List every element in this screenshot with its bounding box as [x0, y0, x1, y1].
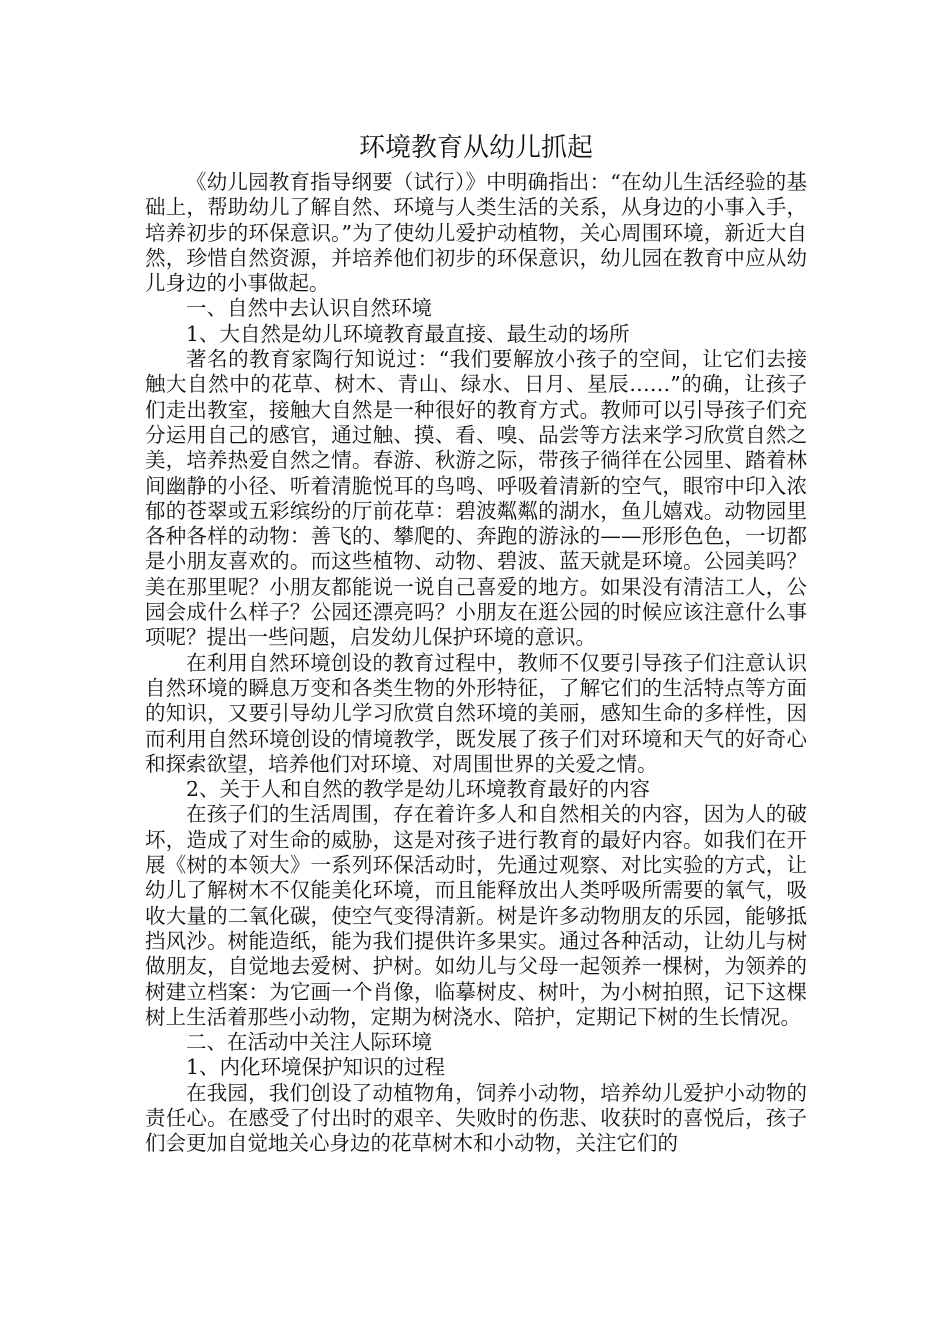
paragraph-natural-environment: 在利用自然环境创设的教育过程中，教师不仅要引导孩子们注意认识自然环境的瞬息万变和各类生物的外形特征，了解它们的生活特点等方面的知识，又要引导幼儿学习欣赏自然环境的美丽，感知生命的多样性，因而利用自然环境创设的情境教学，既发展了孩子们对环境和天气的好奇心和探索欲望，培养他们对环境、对周围世界的关爱之情。 [145, 650, 807, 776]
section-heading-2: 二、在活动中关注人际环境 [186, 1030, 432, 1055]
subsection-heading-1-1: 1、大自然是幼儿环境教育最直接、最生动的场所 [186, 321, 630, 346]
section-heading-1: 一、自然中去认识自然环境 [186, 296, 432, 321]
paragraph-animal-corner: 在我园，我们创设了动植物角，饲养小动物，培养幼儿爱护小动物的责任心。在感受了付出时的艰辛、失败时的伤悲、收获时的喜悦后，孩子们会更加自觉地关心身边的花草树木和小动物，关注它们的 [145, 1080, 807, 1156]
document-page [145, 130, 807, 1157]
document-title: 环境教育从幼儿抓起 [358, 133, 593, 163]
paragraph-intro: 《幼儿园教育指导纲要（试行）》中明确指出：“在幼儿生活经验的基础上，帮助幼儿了解自然、环境与人类生活的关系，从身边的小事入手，培养初步的环保意识。”为了使幼儿爱护动植物，关心周围环境，新近大自然，珍惜自然资源，并培养他们初步的环保意识，幼儿园在教育中应从幼儿身边的小事做起。 [145, 170, 807, 296]
subsection-heading-2-1: 1、内化环境保护知识的过程 [186, 1055, 446, 1080]
subsection-heading-1-2: 2、关于人和自然的教学是幼儿环境教育最好的内容 [186, 777, 651, 802]
paragraph-trees: 在孩子们的生活周围，存在着许多人和自然相关的内容，因为人的破坏，造成了对生命的威胁，这是对孩子进行教育的最好内容。如我们在开展《树的本领大》一系列环保活动时，先通过观察、对比实验的方式，让幼儿了解树木不仅能美化环境，而且能释放出人类呼吸所需要的氧气，吸收大量的二氧化碳，使空气变得清新。树是许多动物朋友的乐园，能够抵挡风沙。树能造纸，能为我们提供许多果实。通过各种活动，让幼儿与树做朋友，自觉地去爱树、护树。如幼儿与父母一起领养一棵树，为领养的树建立档案：为它画一个肖像，临摹树皮、树叶，为小树拍照，记下这棵树上生活着那些小动物，定期为树浇水、陪护，定期记下树的生长情况。 [145, 802, 807, 1029]
paragraph-tao-xingzhi: 著名的教育家陶行知说过：“我们要解放小孩子的空间，让它们去接触大自然中的花草、树木、青山、绿水、日月、星辰……”的确，让孩子们走出教室，接触大自然是一种很好的教育方式。教师可以引导孩子们充分运用自己的感官，通过触、摸、看、嗅、品尝等方法来学习欣赏自然之美，培养热爱自然之情。春游、秋游之际，带孩子徜徉在公园里、踏着林间幽静的小径、听着清脆悦耳的鸟鸣、呼吸着清新的空气，眼帘中印入浓郁的苍翠或五彩缤纷的厅前花草：碧波粼粼的湖水，鱼儿嬉戏。动物园里各种各样的动物：善飞的、攀爬的、奔跑的游泳的——形形色色，一切都是小朋友喜欢的。而这些植物、动物、碧波、蓝天就是环境。公园美吗？美在那里呢？小朋友都能说一说自己喜爱的地方。如果没有清洁工人，公园会成什么样子？公园还漂亮吗？小朋友在逛公园的时候应该注意什么事项呢？提出一些问题，启发幼儿保护环境的意识。 [145, 347, 807, 650]
